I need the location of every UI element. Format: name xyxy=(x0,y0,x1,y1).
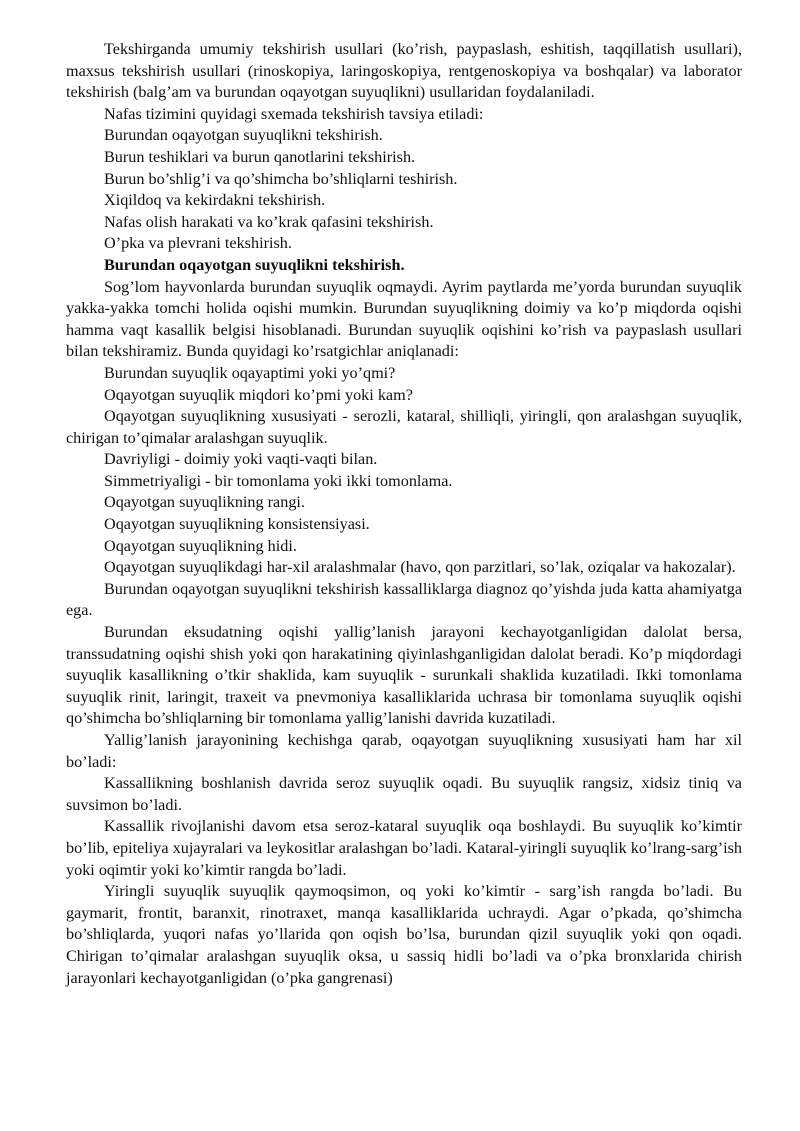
list-item: O’pka va plevrani tekshirish. xyxy=(104,234,292,253)
paragraph: Burundan oqayotgan suyuqlikni tekshirish kassalliklarga diagnoz qo’yishda juda katta ahamiyatga ega. xyxy=(66,579,742,620)
list-item: Oqayotgan suyuqlikdagi har-xil aralashmalar (havo, qon parzitlari, so’lak, oziqalar va hakozalar). xyxy=(104,558,736,577)
section-heading: Burundan oqayotgan suyuqlikni tekshirish. xyxy=(104,255,405,274)
paragraph-scheme-lead: Nafas tizimini quyidagi sxemada tekshirish tavsiya etiladi: xyxy=(104,104,484,123)
paragraph: Kassallikning boshlanish davrida seroz suyuqlik oqadi. Bu suyuqlik rangsiz, xidsiz tiniq va suvsimon bo’ladi. xyxy=(66,774,742,814)
list-item: Burundan suyuqlik oqayaptimi yoki yo’qmi? xyxy=(104,363,396,382)
list-item: Burun bo’shlig’i va qo’shimcha bo’shliqlarni teshirish. xyxy=(104,169,458,188)
paragraph: Yallig’lanish jarayonining kechishga qarab, oqayotgan suyuqlikning xususiyati ham har xil bo’ladi: xyxy=(66,731,742,771)
list-item: Xiqildoq va kekirdakni tekshirish. xyxy=(104,191,326,210)
list-item: Oqayotgan suyuqlikning rangi. xyxy=(104,493,305,512)
list-item: Oqayotgan suyuqlikning xususiyati - serozli, kataral, shilliqli, yiringli, qon aralashgan suyuqlik, chirigan to’qimalar aralashgan suyuqlik. xyxy=(66,407,742,447)
list-item: Burundan oqayotgan suyuqlikni tekshirish. xyxy=(104,126,383,145)
list-item: Burun teshiklari va burun qanotlarini tekshirish. xyxy=(104,147,416,166)
list-item: Simmetriyaligi - bir tomonlama yoki ikki tomonlama. xyxy=(104,471,453,490)
paragraph: Kassallik rivojlanishi davom etsa seroz-kataral suyuqlik oqa boshlaydi. Bu suyuqlik ko’kimtir bo’lib, epiteliya xujayralari va leykositlar aralashgan bo’ladi. Kataral-yiringli suyuqlik ko’lrang-sarg’ish yoki oqimtir yoki ko’kimtir rangda bo’ladi. xyxy=(66,817,742,879)
list-item: Davriyligi - doimiy yoki vaqti-vaqti bilan. xyxy=(104,450,378,469)
list-item: Oqayotgan suyuqlikning konsistensiyasi. xyxy=(104,515,370,534)
paragraph: Sog’lom hayvonlarda burundan suyuqlik oqmaydi. Ayrim paytlarda me’yorda burundan suyuqlik yakka-yakka tomchi holida oqishi mumkin. Burundan suyuqlikning doimiy va ko’p miqdorda oqishi hamma vaqt kasallik belgisi hisoblanadi. Burundan suyuqlik oqishini ko’rish va paypaslash usullari bilan tekshiramiz. Bunda quyidagi ko’rsatgichlar aniqlanadi: xyxy=(66,277,742,361)
list-item: Oqayotgan suyuqlikning hidi. xyxy=(104,536,297,555)
paragraph-intro: Tekshirganda umumiy tekshirish usullari (ko’rish, paypaslash, eshitish, taqqillatish usullari), maxsus tekshirish usullari (rinoskopiya, laringoskopiya, rentgenoskopiya va boshqalar) va laborator tekshirish (balg’am va burundan oqayotgan suyuqlikni) usullaridan foydalaniladi. xyxy=(66,40,742,102)
paragraph: Burundan eksudatning oqishi yallig’lanish jarayoni kechayotganligidan dalolat bersa, transsudatning oqishi shish yoki qon harakatining qiyinlashganligidan dalolat beradi. Ko’p miqdordagi suyuqlik kasallikning o’tkir shaklida, kam suyuqlik - surunkali shaklida kuzatiladi. Ikki tomonlama suyuqlik rinit, laringit, traxeit va pnevmoniya kasalliklarida uchrasa bir tomonlama suyuqlik oqishi qo’shimcha bo’shliqlarning bir tomonlama yallig’lanishi davrida kuzatiladi. xyxy=(66,623,742,728)
list-item: Oqayotgan suyuqlik miqdori ko’pmi yoki kam? xyxy=(104,385,413,404)
paragraph: Yiringli suyuqlik suyuqlik qaymoqsimon, oq yoki ko’kimtir - sarg’ish rangda bo’ladi. Bu gaymarit, frontit, baranxit, rinotraxet, manqa kasalliklarida uchraydi. Agar o’pkada, qo’shimcha bo’shliqlarda, yuqori nafas yo’llarida qon oqish bo’lsa, burundan qizil suyuqlik yoki qon oqadi. Chirigan to’qimalar aralashgan suyuqlik oksa, u sassiq hidli bo’ladi va o’pka bronxlarida chirish jarayonlari kechayotganligidan (o’pka gangrenasi) xyxy=(66,882,742,987)
list-item: Nafas olish harakati va ko’krak qafasini tekshirish. xyxy=(104,212,434,231)
